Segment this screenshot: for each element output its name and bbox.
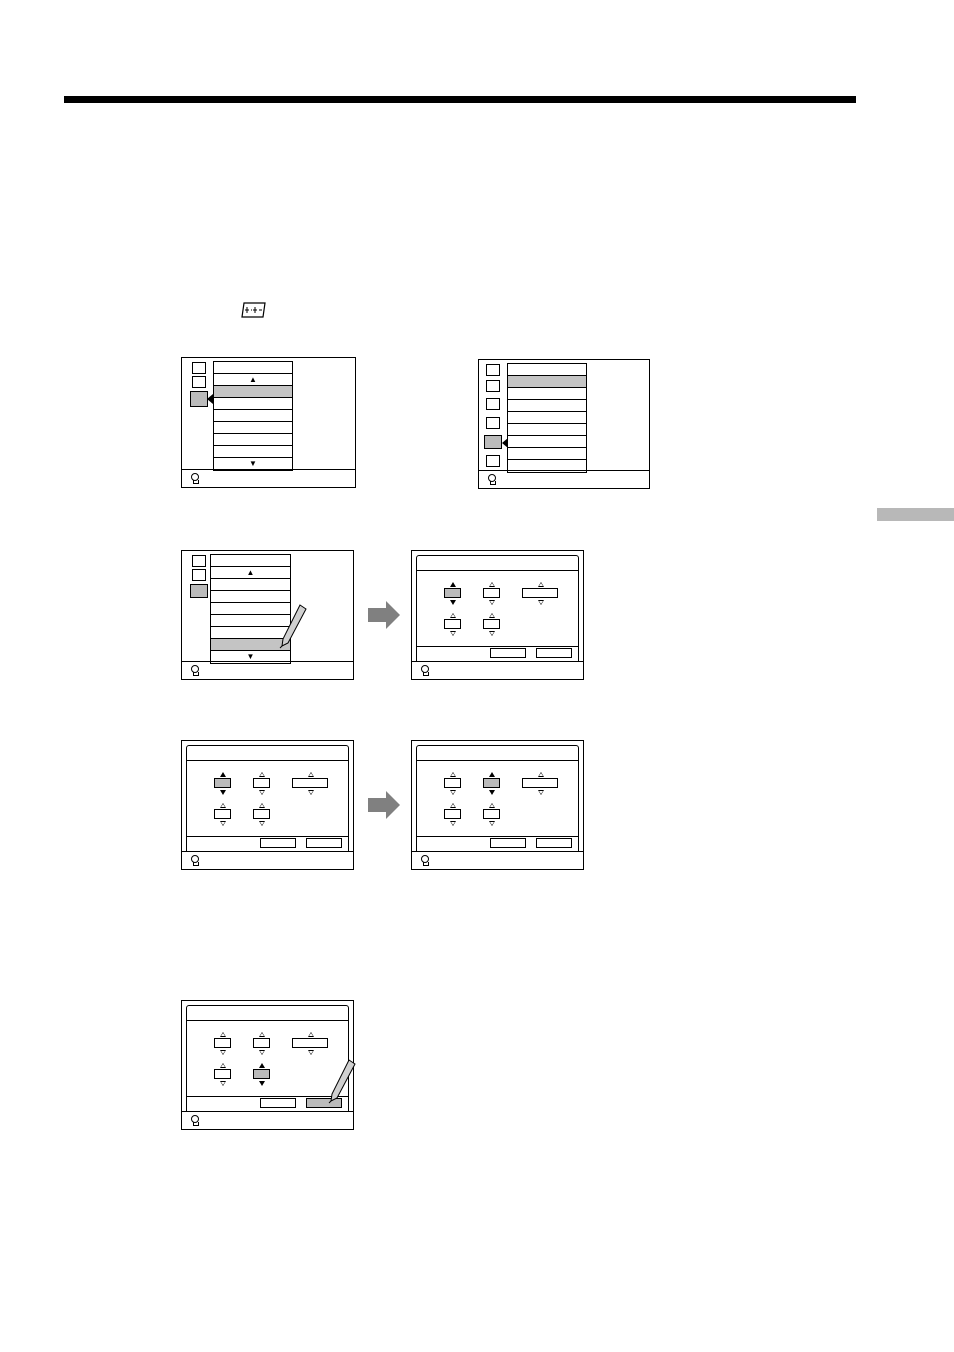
close-icon[interactable] [486, 364, 500, 376]
date-dialog-3 [411, 740, 584, 870]
close-icon[interactable] [192, 555, 206, 567]
menu-screen-3 [181, 550, 354, 680]
cancel-button[interactable] [490, 838, 526, 848]
date-dialog-4 [181, 1000, 354, 1130]
hint-bar [182, 469, 355, 487]
header-rule [64, 96, 856, 103]
list-item[interactable] [214, 410, 292, 422]
list-item[interactable] [211, 579, 290, 591]
ok-button[interactable] [306, 838, 342, 848]
menu-screen-1 [181, 357, 356, 488]
stylus-pen-icon [327, 1058, 357, 1106]
cancel-button[interactable] [260, 838, 296, 848]
list-item[interactable] [211, 591, 290, 603]
list-item[interactable] [214, 386, 292, 398]
scroll-up-button[interactable]: ▲ [214, 374, 292, 386]
date-time-settings-icon[interactable] [190, 391, 208, 407]
scroll-up-button[interactable]: ▲ [211, 567, 290, 579]
right-arrow-icon [367, 790, 401, 820]
camera-menu-icon[interactable] [192, 376, 206, 388]
date-time-settings-icon [241, 301, 267, 319]
setup-menu-icon[interactable] [486, 455, 500, 467]
hint-bar [412, 661, 583, 679]
lightbulb-icon [191, 473, 199, 481]
stylus-pen-icon [278, 603, 308, 649]
date-time-settings-icon[interactable] [190, 584, 208, 598]
menu-list [507, 363, 587, 473]
camera-menu-icon[interactable] [486, 380, 500, 392]
list-item[interactable] [214, 422, 292, 434]
cancel-button[interactable] [260, 1098, 296, 1108]
scroll-down-button[interactable]: ▼ [246, 652, 255, 661]
date-time-settings-icon[interactable] [484, 435, 502, 449]
menu-screen-2 [478, 359, 650, 489]
lightbulb-icon [191, 665, 199, 673]
list-item[interactable] [508, 400, 586, 412]
edit-menu-icon[interactable] [486, 417, 500, 429]
hand-menu-icon[interactable] [486, 398, 500, 410]
lightbulb-icon [191, 1115, 199, 1123]
list-item[interactable] [508, 436, 586, 448]
lightbulb-icon [488, 474, 496, 482]
ok-button[interactable] [536, 648, 572, 658]
list-item[interactable] [214, 446, 292, 458]
lightbulb-icon [421, 665, 429, 673]
hint-bar [412, 851, 583, 869]
camera-menu-icon[interactable] [192, 569, 206, 581]
menu-list [213, 361, 293, 471]
lightbulb-icon [421, 855, 429, 863]
close-icon[interactable] [192, 362, 206, 374]
hint-bar [479, 470, 649, 488]
cancel-button[interactable] [490, 648, 526, 658]
lightbulb-icon [191, 855, 199, 863]
date-dialog-2 [181, 740, 354, 870]
date-dialog-1 [411, 550, 584, 680]
ok-button[interactable] [536, 838, 572, 848]
list-item[interactable] [214, 398, 292, 410]
section-tab [877, 508, 954, 521]
scroll-down-button[interactable]: ▼ [249, 459, 257, 468]
list-item[interactable] [508, 412, 586, 424]
list-item[interactable] [508, 388, 586, 400]
list-item[interactable] [508, 424, 586, 436]
right-arrow-icon [367, 600, 401, 630]
hint-bar [182, 661, 353, 679]
list-item[interactable] [214, 434, 292, 446]
hint-bar [182, 851, 353, 869]
hint-bar [182, 1111, 353, 1129]
list-item[interactable] [508, 448, 586, 460]
list-item[interactable] [508, 376, 586, 388]
